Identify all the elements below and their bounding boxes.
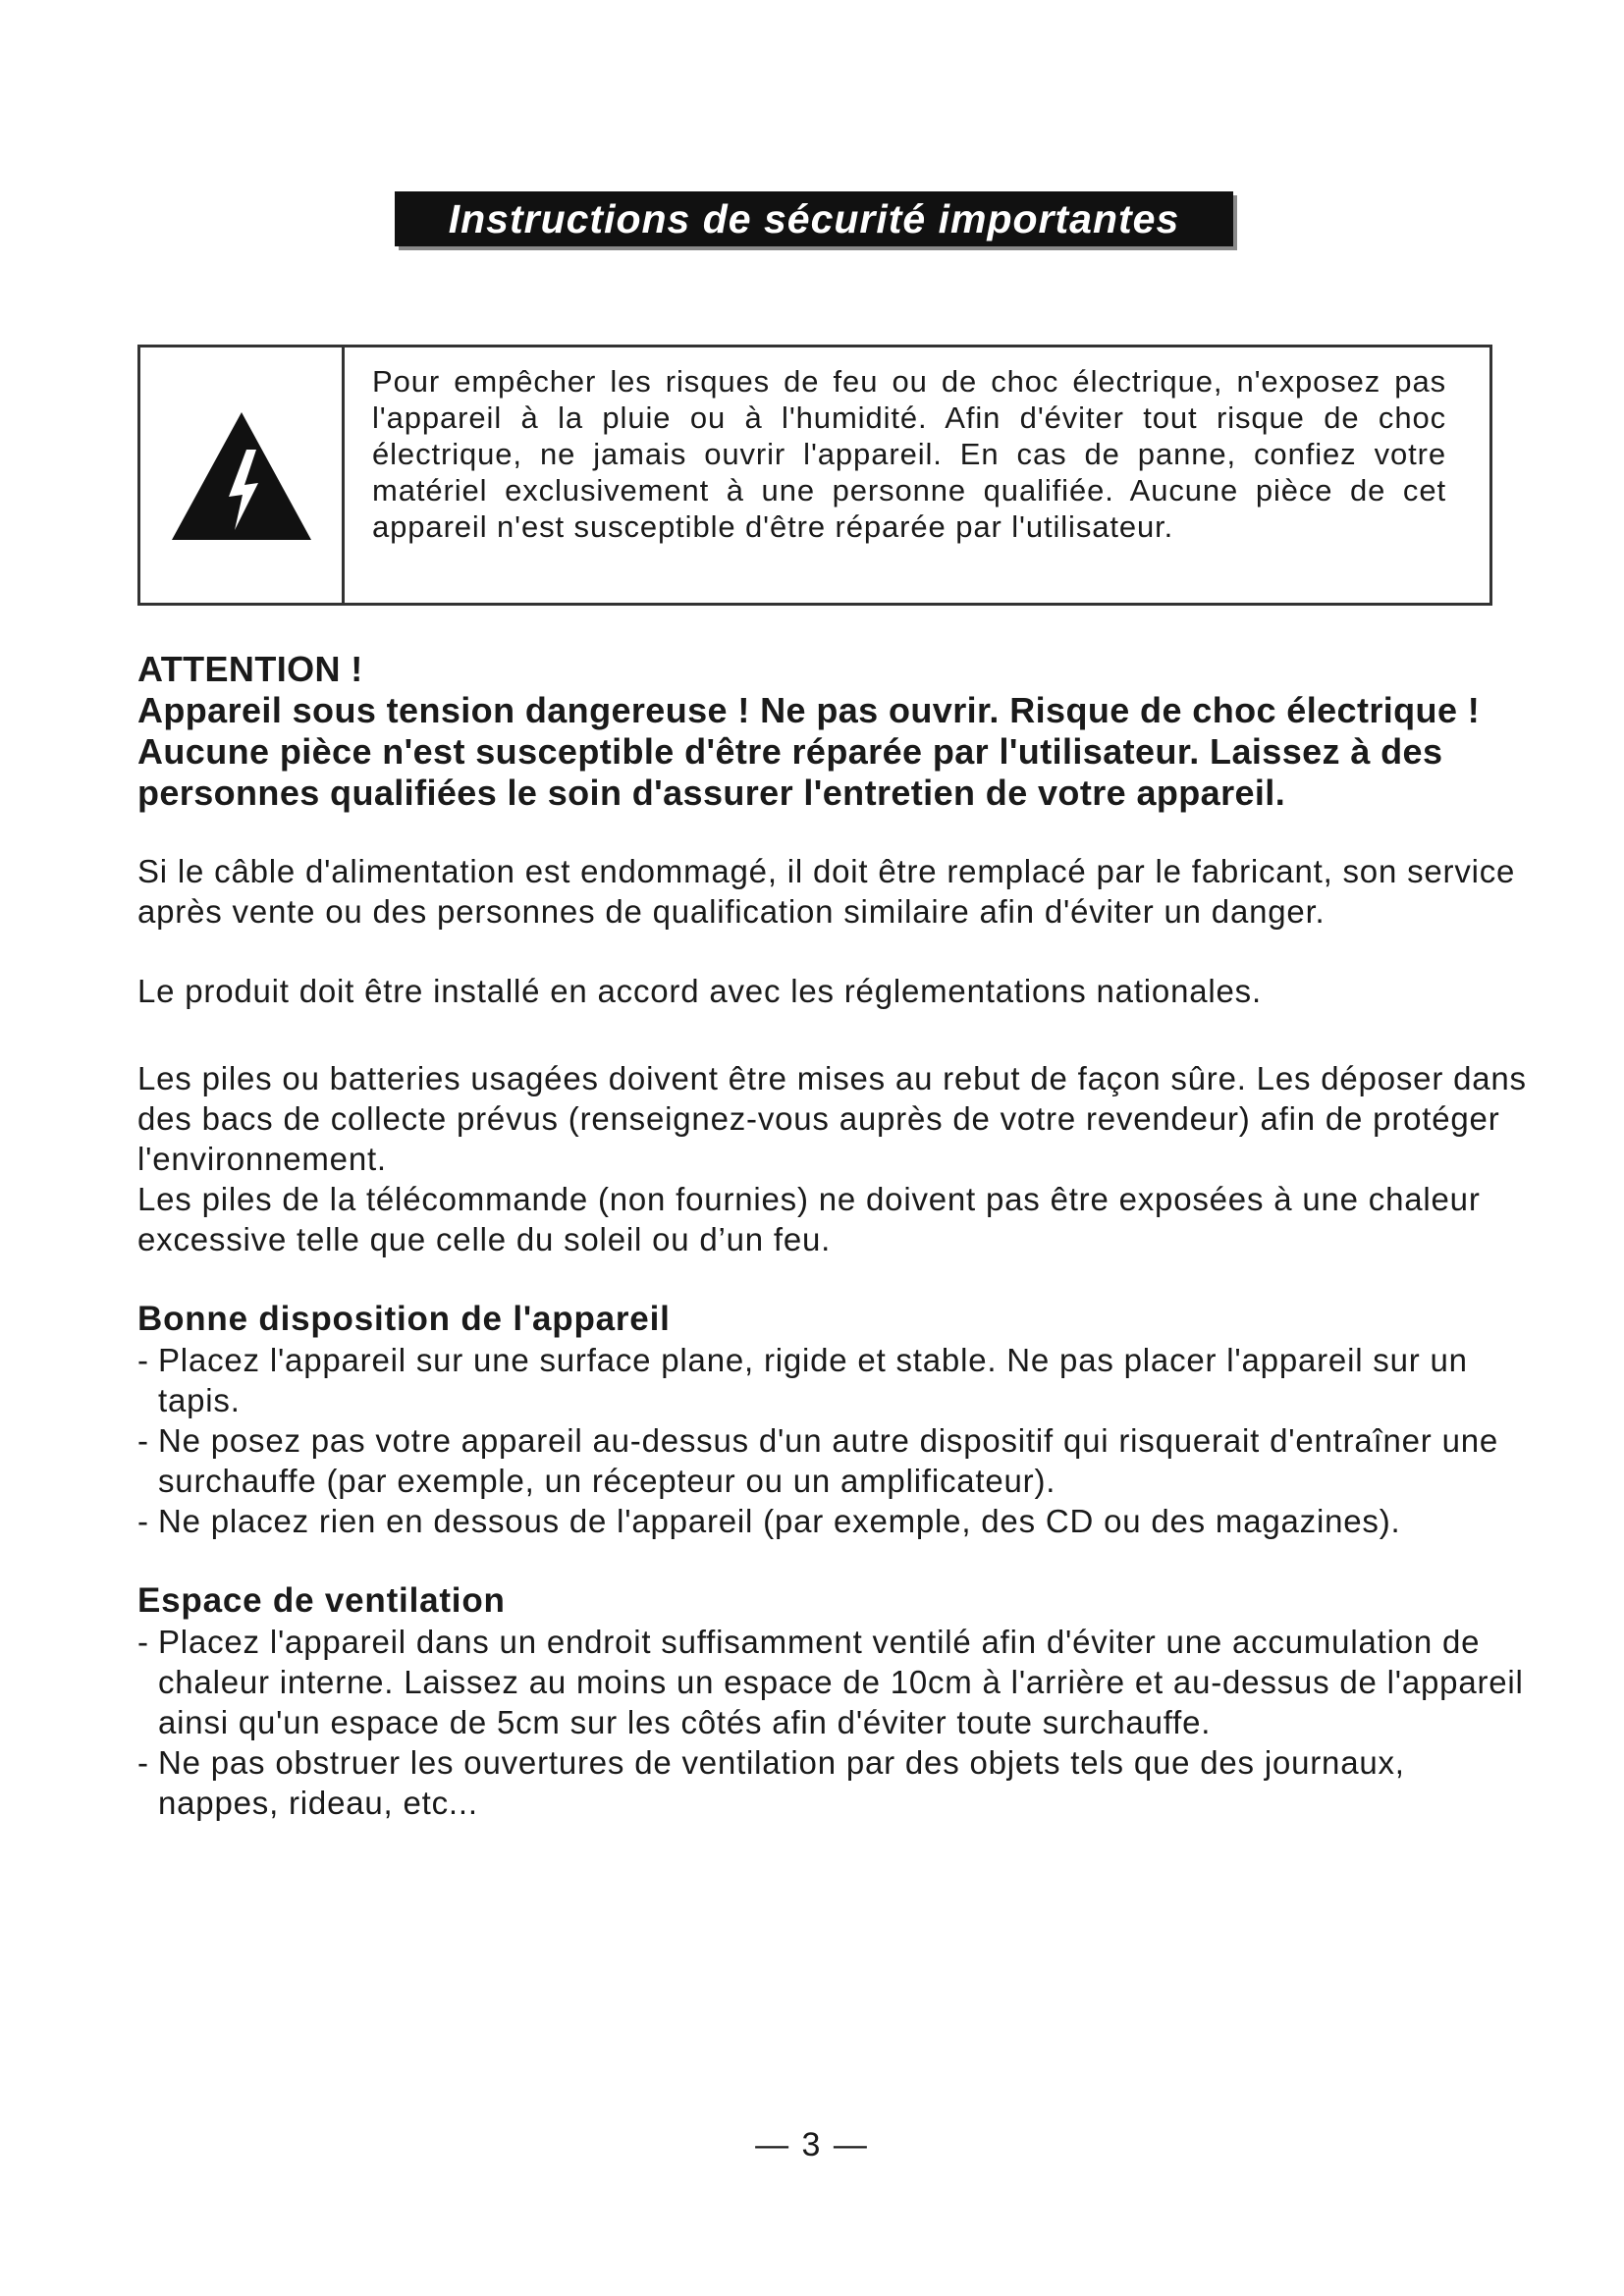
dash-right: —: [822, 2126, 869, 2163]
dash-left: —: [755, 2126, 802, 2163]
high-voltage-warning-icon: [168, 406, 315, 544]
attention-block: [137, 649, 1532, 814]
list-item: - Placez l'appareil dans un endroit suffisamment ventilé afin d'éviter une accumulation de chaleur interne. Laissez au moins un espace de 10cm à l'arrière et au-dessus de l'appareil ainsi qu'un espace de 5cm sur les côtés afin d'éviter toute surchauffe.: [137, 1622, 1532, 1742]
warning-box: [137, 345, 1492, 606]
power-cable-text: Si le câble d'alimentation est endommagé, il doit être remplacé par le fabricant, son service après vente ou des personnes de qualification similaire afin d'éviter un danger.: [137, 853, 1516, 930]
placement-list: [137, 1340, 1532, 1541]
page-number-value: 3: [801, 2126, 823, 2163]
power-cable-paragraph: [137, 851, 1532, 932]
batteries-paragraph: [137, 1058, 1532, 1259]
installation-text: Le produit doit être installé en accord avec les réglementations nationales.: [137, 973, 1262, 1009]
attention-title: ATTENTION !: [137, 649, 363, 689]
warning-paragraph: Pour empêcher les risques de feu ou de choc électrique, n'exposez pas l'appareil à la pluie ou à l'humidité. Afin d'éviter tout risque de choc électrique, ne jamais ouvrir l'appareil. En cas de panne, confiez votre matériel exclusivement à une personne qualifiée. Aucune pièce de cet appareil n'est susceptible d'être réparée par l'utilisateur.: [372, 364, 1446, 544]
list-item: - Ne placez rien en dessous de l'appareil (par exemple, des CD ou des magazines).: [137, 1501, 1532, 1541]
batteries-text-1: Les piles ou batteries usagées doivent être mises au rebut de façon sûre. Les déposer dans des bacs de collecte prévus (renseignez-vous auprès de votre revendeur) afin de protéger l'environnement.: [137, 1060, 1527, 1177]
list-item: - Ne posez pas votre appareil au-dessus d'un autre dispositif qui risquerait d'entraîner une surchauffe (par exemple, un récepteur ou un amplificateur).: [137, 1420, 1532, 1501]
warning-icon-cell: [140, 347, 345, 603]
installation-paragraph: [137, 971, 1532, 1011]
ventilation-list: [137, 1622, 1532, 1823]
attention-text: Appareil sous tension dangereuse ! Ne pas ouvrir. Risque de choc électrique ! Aucune pièce n'est susceptible d'être réparée par l'utilisateur. Laissez à des personnes qualifiées le soin d'assurer l'entretien de votre appareil.: [137, 690, 1481, 813]
page-title: Instructions de sécurité importantes: [395, 191, 1233, 246]
document-body: [137, 649, 1532, 1862]
batteries-text-2: Les piles de la télécommande (non fournies) ne doivent pas être exposées à une chaleur excessive telle que celle du soleil ou d’un feu.: [137, 1181, 1481, 1257]
page-number: [0, 2126, 1624, 2164]
list-item: - Ne pas obstruer les ouvertures de ventilation par des objets tels que des journaux, nappes, rideau, etc...: [137, 1742, 1532, 1823]
list-item: - Placez l'appareil sur une surface plane, rigide et stable. Ne pas placer l'appareil sur un tapis.: [137, 1340, 1532, 1420]
ventilation-heading: Espace de ventilation: [137, 1581, 506, 1620]
warning-text: [345, 347, 1489, 603]
placement-heading: Bonne disposition de l'appareil: [137, 1300, 671, 1338]
